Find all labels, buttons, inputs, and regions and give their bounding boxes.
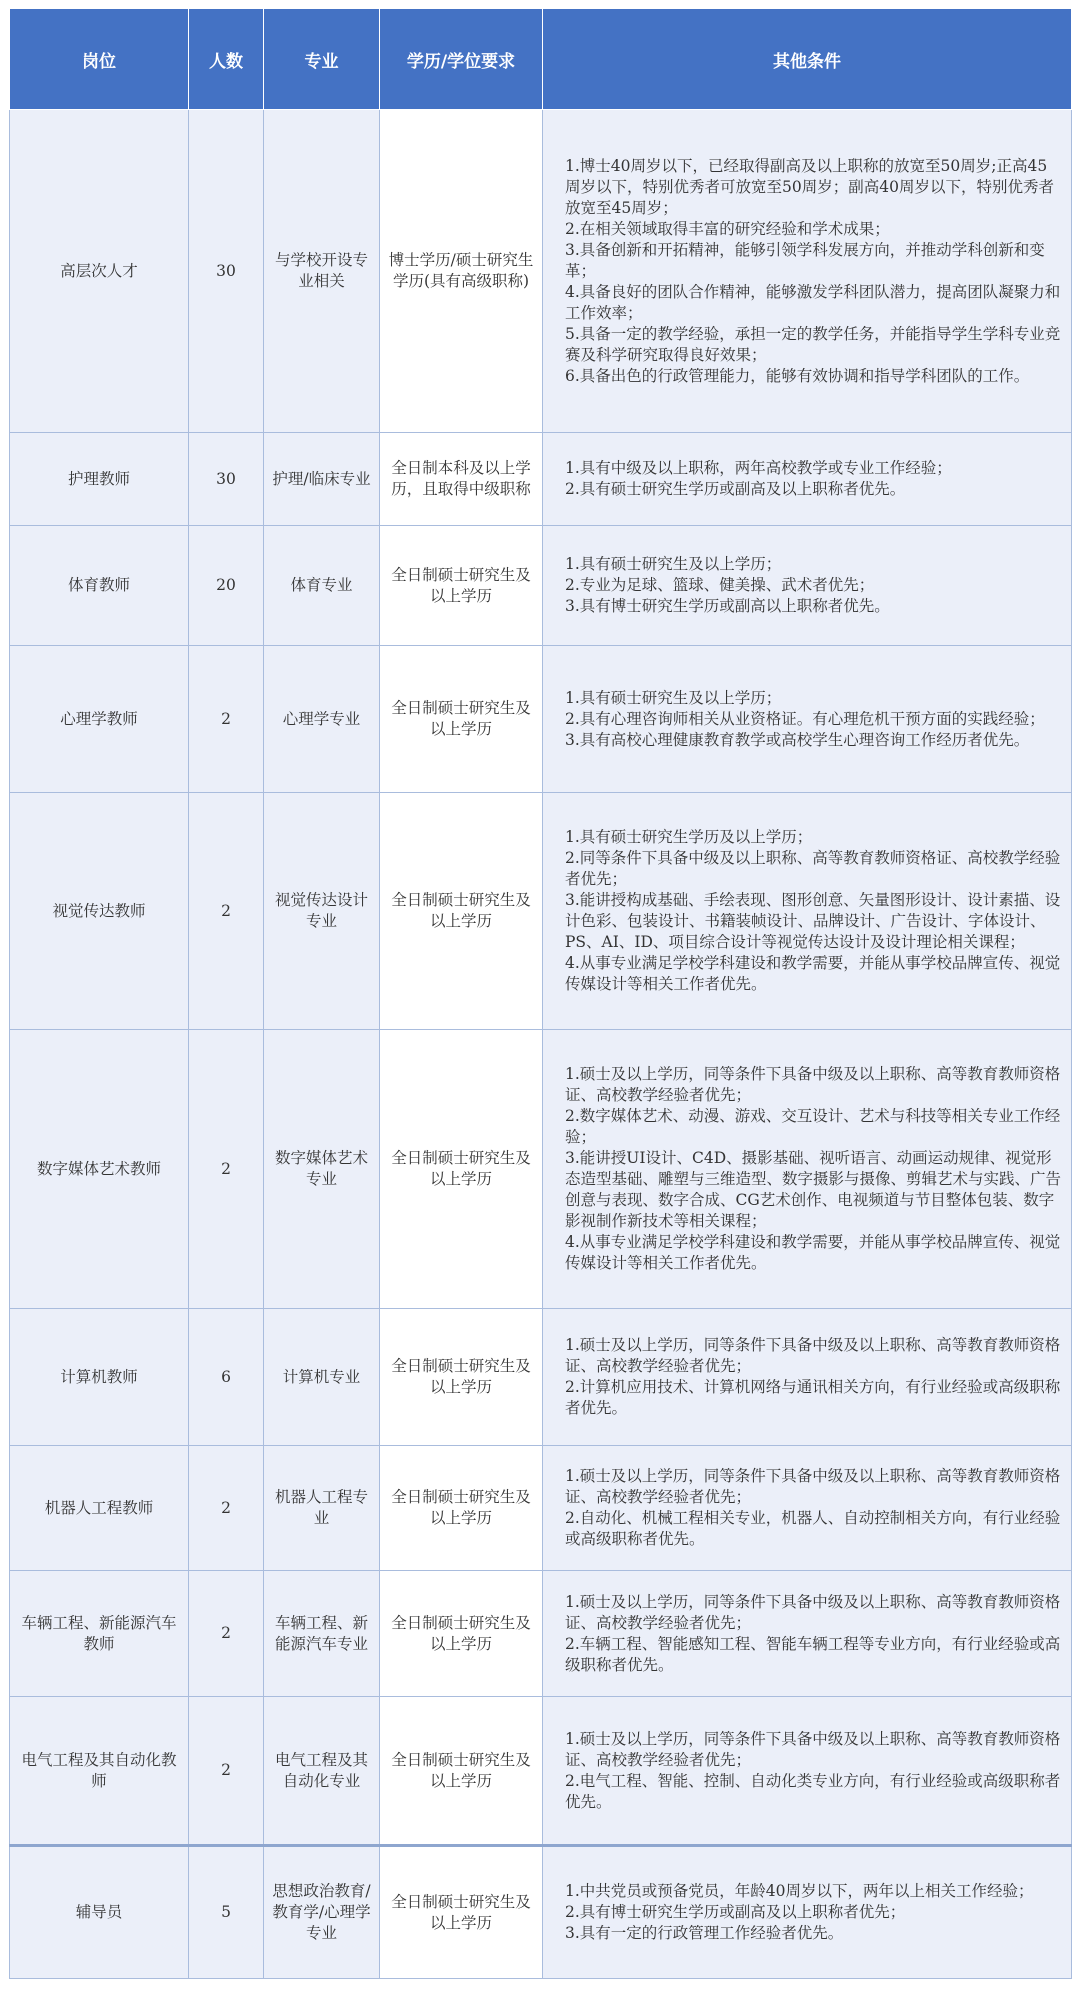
cell-count: 2	[189, 646, 264, 793]
condition-line: 2.自动化、机械工程相关专业，机器人、自动控制相关方向，有行业经验或高级职称者优先。	[565, 1509, 1061, 1548]
cell-position: 高层次人才	[10, 110, 189, 433]
cell-position: 车辆工程、新能源汽车教师	[10, 1571, 189, 1697]
header-count: 人数	[189, 9, 264, 110]
condition-line: 2.具有博士研究生学历或副高及以上职称者优先；	[565, 1903, 906, 1921]
cell-count: 20	[189, 526, 264, 646]
cell-major: 体育专业	[264, 526, 380, 646]
header-major: 专业	[264, 9, 380, 110]
condition-line: 1.硕士及以上学历，同等条件下具备中级及以上职称、高等教育教师资格证、高校教学经验者优先；	[565, 1592, 1061, 1632]
recruitment-table-wrapper	[9, 8, 1071, 1979]
condition-line: 1.硕士及以上学历，同等条件下具备中级及以上职称、高等教育教师资格证、高校教学经验者优先；	[565, 1065, 1061, 1104]
cell-major: 思想政治教育/教育学/心理学专业	[264, 1846, 380, 1979]
table-row	[10, 1846, 1072, 1979]
table-row	[10, 1697, 1072, 1846]
condition-line: 1.具有硕士研究生学历及以上学历；	[565, 828, 813, 846]
condition-line: 2.专业为足球、篮球、健美操、武术者优先；	[565, 576, 875, 594]
table-row	[10, 646, 1072, 793]
condition-line: 3.具有高校心理健康教育教学或高校学生心理咨询工作经历者优先。	[565, 730, 1030, 749]
condition-line: 1.硕士及以上学历，同等条件下具备中级及以上职称、高等教育教师资格证、高校教学经验者优先；	[565, 1467, 1061, 1506]
cell-education: 全日制硕士研究生及以上学历	[380, 1309, 543, 1446]
condition-line: 1.具有中级及以上职称，两年高校教学或专业工作经验；	[565, 459, 952, 477]
cell-education: 全日制本科及以上学历，且取得中级职称	[380, 433, 543, 526]
table-row	[10, 1309, 1072, 1446]
table-row	[10, 1446, 1072, 1571]
condition-line: 1.具有硕士研究生及以上学历；	[565, 555, 782, 573]
cell-position: 体育教师	[10, 526, 189, 646]
cell-major: 车辆工程、新能源汽车专业	[264, 1571, 380, 1697]
cell-count: 6	[189, 1309, 264, 1446]
condition-line: 2.具有硕士研究生学历或副高及以上职称者优先。	[565, 480, 906, 498]
cell-education: 全日制硕士研究生及以上学历	[380, 526, 543, 646]
table-body	[10, 110, 1072, 1979]
cell-other-conditions	[543, 433, 1072, 526]
condition-line: 2.同等条件下具备中级及以上职称、高等教育教师资格证、高校教学经验者优先；	[565, 849, 1061, 888]
cell-count: 30	[189, 433, 264, 526]
header-education: 学历/学位要求	[380, 9, 543, 110]
condition-line: 1.中共党员或预备党员，年龄40周岁以下，两年以上相关工作经验；	[565, 1882, 1034, 1900]
condition-line: 2.计算机应用技术、计算机网络与通讯相关方向，有行业经验或高级职称者优先。	[565, 1378, 1061, 1417]
cell-education: 全日制硕士研究生及以上学历	[380, 1446, 543, 1571]
condition-line: 4.从事专业满足学校学科建设和教学需要，并能从事学校品牌宣传、视觉传媒设计等相关工作者优先。	[565, 1233, 1061, 1272]
cell-education: 博士学历/硕士研究生学历(具有高级职称)	[380, 110, 543, 433]
recruitment-table	[9, 8, 1072, 1979]
cell-other-conditions	[543, 1697, 1072, 1846]
condition-line: 4.从事专业满足学校学科建设和教学需要，并能从事学校品牌宣传、视觉传媒设计等相关工作者优先。	[565, 954, 1061, 993]
cell-major: 计算机专业	[264, 1309, 380, 1446]
cell-major: 机器人工程专业	[264, 1446, 380, 1571]
cell-count: 5	[189, 1846, 264, 1979]
cell-position: 护理教师	[10, 433, 189, 526]
cell-other-conditions	[543, 526, 1072, 646]
cell-other-conditions	[543, 1309, 1072, 1446]
cell-position: 数字媒体艺术教师	[10, 1030, 189, 1309]
condition-line: 4.具备良好的团队合作精神，能够激发学科团队潜力，提高团队凝聚力和工作效率；	[565, 282, 1061, 322]
cell-major: 电气工程及其自动化专业	[264, 1697, 380, 1846]
cell-major: 心理学专业	[264, 646, 380, 793]
condition-line: 3.具备创新和开拓精神，能够引领学科发展方向，并推动学科创新和变革；	[565, 240, 1045, 280]
condition-line: 3.具有博士研究生学历或副高以上职称者优先。	[565, 597, 890, 615]
cell-education: 全日制硕士研究生及以上学历	[380, 1697, 543, 1846]
table-header-row	[10, 9, 1072, 110]
condition-line: 1.博士40周岁以下，已经取得副高及以上职称的放宽至50周岁;正高45周岁以下，特别优秀者可放宽至50周岁；副高40周岁以下，特别优秀者放宽至45周岁；	[565, 156, 1054, 217]
condition-line: 2.车辆工程、智能感知工程、智能车辆工程等专业方向，有行业经验或高级职称者优先。	[565, 1634, 1061, 1674]
cell-other-conditions	[543, 1030, 1072, 1309]
table-row	[10, 526, 1072, 646]
cell-position: 心理学教师	[10, 646, 189, 793]
cell-other-conditions	[543, 1571, 1072, 1697]
cell-other-conditions	[543, 110, 1072, 433]
cell-education: 全日制硕士研究生及以上学历	[380, 1571, 543, 1697]
table-row	[10, 110, 1072, 433]
condition-line: 3.能讲授构成基础、手绘表现、图形创意、矢量图形设计、设计素描、设计色彩、包装设计、书籍装帧设计、品牌设计、广告设计、字体设计、PS、AI、ID、项目综合设计等视觉传达设计及设计理论相关课程；	[565, 891, 1061, 951]
cell-other-conditions	[543, 1846, 1072, 1979]
cell-count: 2	[189, 1571, 264, 1697]
cell-position: 电气工程及其自动化教师	[10, 1697, 189, 1846]
table-row	[10, 1571, 1072, 1697]
cell-position: 计算机教师	[10, 1309, 189, 1446]
cell-major: 数字媒体艺术专业	[264, 1030, 380, 1309]
cell-education: 全日制硕士研究生及以上学历	[380, 1846, 543, 1979]
header-position: 岗位	[10, 9, 189, 110]
cell-other-conditions	[543, 646, 1072, 793]
cell-count: 30	[189, 110, 264, 433]
condition-line: 2.电气工程、智能、控制、自动化类专业方向，有行业经验或高级职称者优先。	[565, 1771, 1061, 1811]
cell-position: 视觉传达教师	[10, 793, 189, 1030]
cell-major: 视觉传达设计专业	[264, 793, 380, 1030]
cell-count: 2	[189, 1446, 264, 1571]
cell-count: 2	[189, 1030, 264, 1309]
table-row	[10, 793, 1072, 1030]
cell-other-conditions	[543, 793, 1072, 1030]
cell-major: 护理/临床专业	[264, 433, 380, 526]
header-other: 其他条件	[543, 9, 1072, 110]
condition-line: 5.具备一定的教学经验，承担一定的教学任务，并能指导学生学科专业竞赛及科学研究取得良好效果；	[565, 324, 1061, 364]
condition-line: 1.具有硕士研究生及以上学历；	[565, 688, 782, 707]
cell-education: 全日制硕士研究生及以上学历	[380, 793, 543, 1030]
cell-position: 机器人工程教师	[10, 1446, 189, 1571]
cell-other-conditions	[543, 1446, 1072, 1571]
condition-line: 2.数字媒体艺术、动漫、游戏、交互设计、艺术与科技等相关专业工作经验；	[565, 1107, 1061, 1146]
condition-line: 3.具有一定的行政管理工作经验者优先。	[565, 1924, 844, 1942]
cell-count: 2	[189, 1697, 264, 1846]
table-row	[10, 1030, 1072, 1309]
condition-line: 1.硕士及以上学历，同等条件下具备中级及以上职称、高等教育教师资格证、高校教学经验者优先；	[565, 1336, 1061, 1375]
condition-line: 1.硕士及以上学历，同等条件下具备中级及以上职称、高等教育教师资格证、高校教学经验者优先；	[565, 1729, 1061, 1769]
table-row	[10, 433, 1072, 526]
cell-major: 与学校开设专业相关	[264, 110, 380, 433]
condition-line: 3.能讲授UI设计、C4D、摄影基础、视听语言、动画运动规律、视觉形态造型基础、雕塑与三维造型、数字摄影与摄像、剪辑艺术与实践、广告创意与表现、数字合成、CG艺术创作、电视频道与节目整体包装、数字影视制作新技术等相关课程；	[565, 1149, 1062, 1230]
condition-line: 2.具有心理咨询师相关从业资格证。有心理危机干预方面的实践经验；	[565, 709, 1045, 728]
cell-count: 2	[189, 793, 264, 1030]
cell-education: 全日制硕士研究生及以上学历	[380, 1030, 543, 1309]
cell-position: 辅导员	[10, 1846, 189, 1979]
condition-line: 6.具备出色的行政管理能力，能够有效协调和指导学科团队的工作。	[565, 366, 1030, 385]
cell-education: 全日制硕士研究生及以上学历	[380, 646, 543, 793]
condition-line: 2.在相关领域取得丰富的研究经验和学术成果；	[565, 219, 890, 238]
